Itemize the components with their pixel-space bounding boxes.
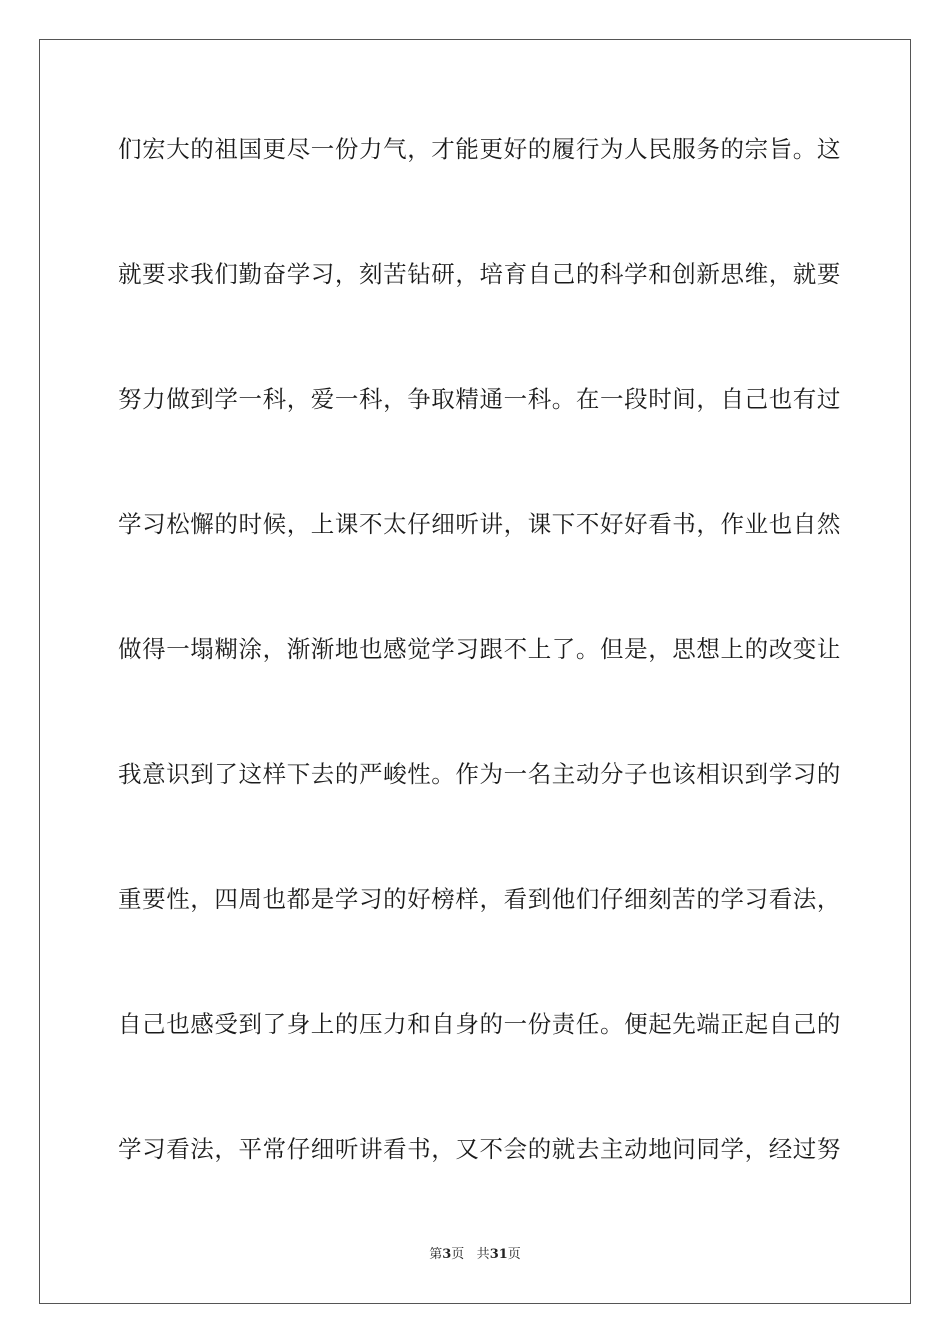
text-line: 我意识到了这样下去的严峻性。作为一名主动分子也该相识到学习的 <box>118 760 841 788</box>
text-line: 重要性，四周也都是学习的好榜样，看到他们仔细刻苦的学习看法， <box>118 885 841 913</box>
page-footer <box>0 1246 950 1264</box>
text-line: 学习松懈的时候，上课不太仔细听讲，课下不好好看书，作业也自然 <box>118 510 841 538</box>
text-line: 学习看法，平常仔细听讲看书，又不会的就去主动地问同学，经过努 <box>118 1135 841 1163</box>
text-line: 自己也感受到了身上的压力和自身的一份责任。便起先端正起自己的 <box>118 1010 841 1038</box>
text-line: 努力做到学一科，爱一科，争取精通一科。在一段时间，自己也有过 <box>118 385 841 413</box>
text-line: 就要求我们勤奋学习，刻苦钻研，培育自己的科学和创新思维，就要 <box>118 260 841 288</box>
total-label-prefix: 共 <box>476 1247 490 1262</box>
page-label-prefix: 第 <box>429 1247 443 1262</box>
total-pages: 31 <box>489 1247 508 1262</box>
total-label-suffix: 页 <box>507 1247 521 1262</box>
text-line: 们宏大的祖国更尽一份力气，才能更好的履行为人民服务的宗旨。这 <box>118 135 841 163</box>
page-label-suffix: 页 <box>451 1247 465 1262</box>
text-line: 做得一塌糊涂，渐渐地也感觉学习跟不上了。但是，思想上的改变让 <box>118 635 841 663</box>
page-number: 3 <box>442 1247 452 1262</box>
page-border <box>39 39 911 1304</box>
